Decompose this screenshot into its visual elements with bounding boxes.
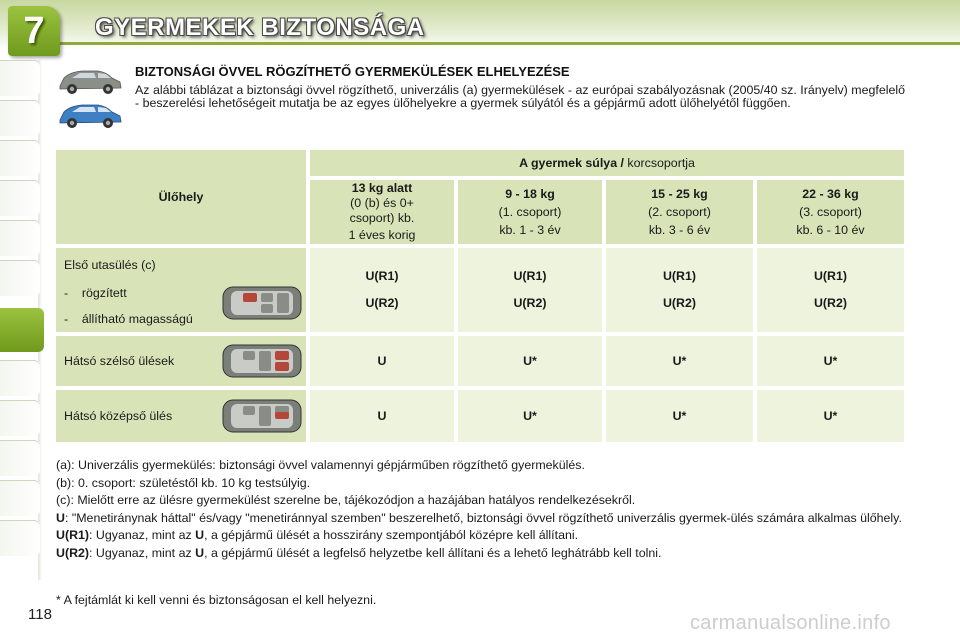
column-age: 1 éves korig [348,228,416,242]
note-b: (b): 0. csoport: születéstől kb. 10 kg testsúlyig. [56,475,311,490]
car-icons [56,62,126,140]
value-r1: U(R1) [813,269,848,283]
cell-rear-middle-col3 [606,390,753,442]
chapter-tab-1[interactable] [0,60,40,96]
cell-front-col1 [310,248,454,332]
value-r2: U(R2) [365,296,399,310]
value-r2: U(R2) [662,296,697,310]
row-label: Hátsó középső ülés [64,409,173,423]
row-label: Hátsó szélső ülések [64,354,175,368]
column-weight: 15 - 25 kg [651,186,708,201]
cell-front-col2 [458,248,602,332]
chapter-tab-11[interactable] [0,480,40,516]
value-u: U [377,408,387,423]
note-ur2-u: U [195,545,205,560]
headrest-note: * A fejtámlát ki kell venni és biztonságosan el kell helyezni. [56,593,377,607]
car-silver-icon [56,66,124,96]
cell-rear-outer-col1 [310,336,454,386]
chapter-tab-12[interactable] [0,520,40,556]
seat-table [56,150,904,444]
row-sublabel-adjustable: - állítható magasságú [64,312,193,326]
page-title: GYERMEKEK BIZTONSÁGA [95,14,425,41]
note-a: (a): Univerzális gyermekülés: biztonsági övvel valamennyi gépjárműben rögzíthető gyermekülés. [56,458,585,472]
cell-front-col4 [757,248,904,332]
value-u-star: U* [523,353,537,368]
column-age: kb. 1 - 3 év [499,222,561,237]
value-u-star: U* [672,408,687,423]
column-group: (3. csoport) [799,204,862,219]
chapter-tabs [0,60,44,580]
column-header-4 [757,180,904,244]
cell-rear-middle-col1 [310,390,454,442]
note-ur1-key: U(R1) [56,528,90,542]
row-front-seat-label [56,248,306,332]
row-rear-outer-label [56,336,306,386]
chapter-tab-3[interactable] [0,140,40,176]
note-c: (c): Mielőtt erre az ülésre gyermekülést szerelne be, tájékozódjon a hazájában hatályos rendelkezésekről. [56,493,636,507]
column-header-1 [310,180,454,244]
row-sublabel-fixed: - rögzített [64,286,127,300]
column-age: kb. 3 - 6 év [648,222,711,237]
chapter-number: 7 [23,9,45,52]
chapter-tab-6[interactable] [0,260,40,296]
column-weight: 22 - 36 kg [802,186,859,201]
chapter-tab-10[interactable] [0,440,40,476]
section-title: BIZTONSÁGI ÖVVEL RÖGZÍTHETŐ GYERMEKÜLÉSEK ELHELYEZÉSE [135,64,570,79]
seat-rear-middle-icon [221,397,303,435]
note-ur1 [56,528,904,543]
value-r1: U(R1) [662,269,697,283]
row-rear-middle-label [56,390,306,442]
column-header-3 [606,180,753,244]
note-u [56,511,904,526]
seat-header-cell [56,150,306,244]
column-header-2 [458,180,602,244]
note-ur2 [56,546,904,561]
column-group: (2. csoport) [648,204,711,219]
value-r2: U(R2) [513,296,547,310]
weight-header-cell [310,150,904,176]
chapter-tab-4[interactable] [0,180,40,216]
cell-rear-middle-col2 [458,390,602,442]
note-ur1-u: U [195,528,205,542]
note-ur1-text-end: , a gépjármű ülését a hosszirány szempontjából középre kell állítani. [204,528,579,542]
cell-rear-outer-col2 [458,336,602,386]
watermark: carmanualsonline.info [690,612,891,634]
page-number: 118 [28,606,52,623]
note-u-text: : "Menetiránynak háttal" és/vagy "menetiránnyal szemben" beszerelhető, biztonsági övvel rögzíthető univerzális gyermek-ülés számára alkalmas ülőhely. [64,510,902,525]
footnotes [56,458,904,560]
intro-paragraph: Az alábbi táblázat a biztonsági övvel rögzíthető, univerzális (a) gyermekülések - az európai szabályozásnak (2005/40 sz. Irányelv) megfelelő - beszerelési lehetőségeit mutatja be az egyes ülőhelyekre a gyermek súlyától és a gépjármű adott ülőhelyétől függően. [135,83,905,110]
cell-rear-outer-col3 [606,336,753,386]
note-ur2-key: U(R2) [56,545,90,560]
cell-rear-outer-col4 [757,336,904,386]
value-u-star: U* [672,353,687,368]
chapter-tab-2[interactable] [0,100,40,136]
column-weight: 9 - 18 kg [505,186,555,201]
column-group: (1. csoport) [498,204,562,219]
note-u-key: U [56,510,65,525]
value-u-star: U* [523,408,537,423]
header-divider [60,42,960,45]
value-u-star: U* [823,353,838,368]
chapter-tab-9[interactable] [0,400,40,436]
column-group: (0 (b) és 0+ [350,196,414,210]
value-r1: U(R1) [365,269,399,283]
weight-header-rest: korcsoportja [623,155,695,170]
value-u: U [377,353,387,368]
value-r1: U(R1) [513,269,547,283]
seat-rear-outer-icon [221,342,303,380]
row-label: Első utasülés (c) [64,258,156,272]
seat-header: Ülőhely [158,189,204,204]
weight-header-bold: A gyermek súlya / [519,155,624,170]
column-weight: 13 kg alatt [351,181,413,195]
column-age: kb. 6 - 10 év [796,222,865,237]
note-ur2-text-end: , a gépjármű ülését a legfelső helyzetbe kell állítani és a lehető leghátrább kell tolni. [204,545,662,560]
car-blue-icon [56,100,124,130]
cell-front-col3 [606,248,753,332]
chapter-badge[interactable] [8,6,60,56]
note-ur2-text: : Ugyanaz, mint az [89,545,196,560]
value-r2: U(R2) [813,296,848,310]
value-u-star: U* [823,408,838,423]
cell-rear-middle-col4 [757,390,904,442]
chapter-tab-8[interactable] [0,360,40,396]
seat-front-icon [221,284,303,322]
chapter-tab-7-active[interactable] [0,308,44,352]
note-ur1-text: : Ugyanaz, mint az [89,528,196,542]
chapter-tab-5[interactable] [0,220,40,256]
column-group: csoport) kb. [349,211,415,225]
